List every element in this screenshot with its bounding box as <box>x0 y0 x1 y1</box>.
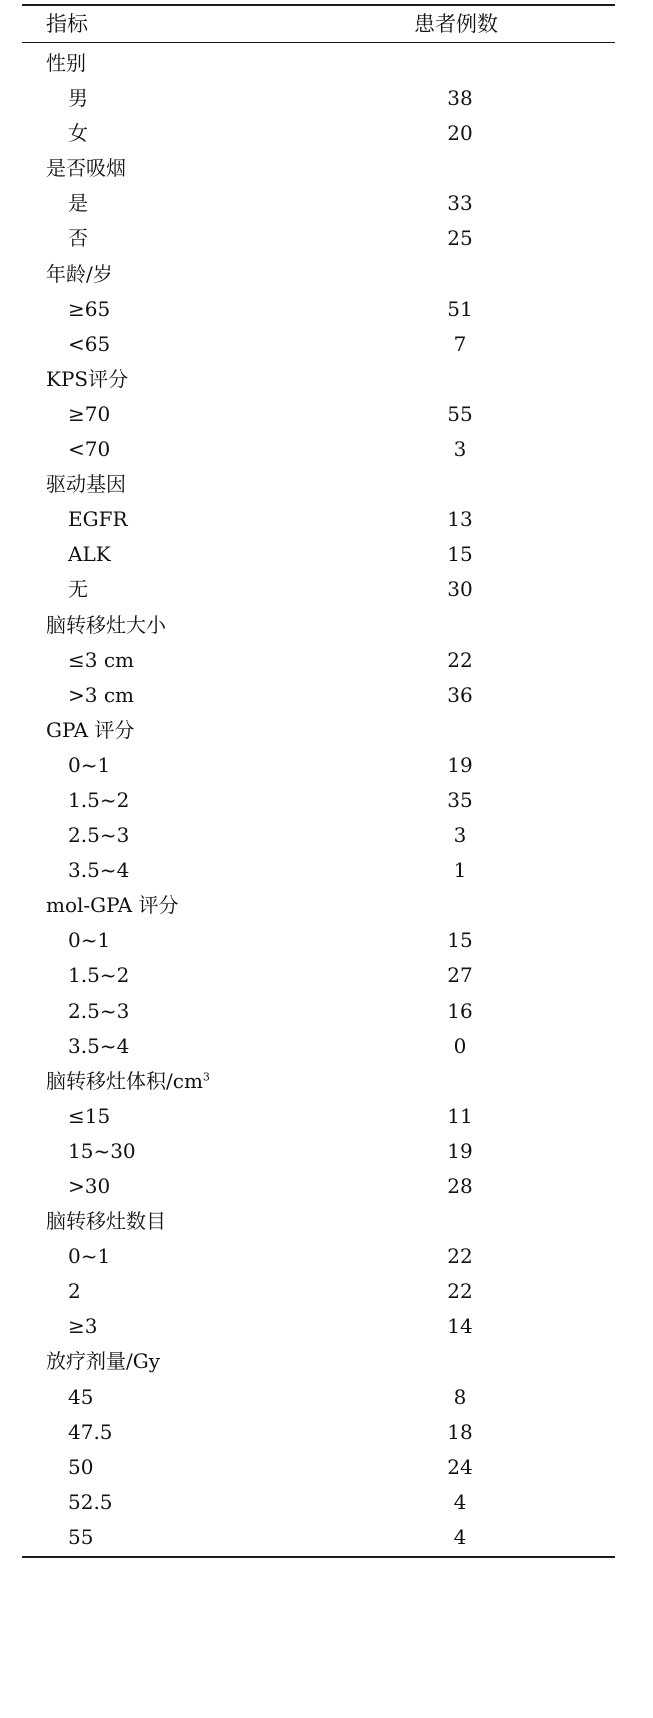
label-text: 放疗剂量/Gy <box>46 1349 161 1374</box>
table-row <box>22 1485 615 1520</box>
label-text: mol-GPA 评分 <box>46 893 179 918</box>
label-text: 15~30 <box>68 1138 136 1163</box>
group-label <box>46 612 166 638</box>
row-label <box>68 1384 93 1410</box>
label-text: 性别 <box>46 51 86 75</box>
group-label <box>46 1208 166 1234</box>
table-group-row <box>22 713 615 748</box>
row-label <box>68 857 129 883</box>
label-text: 55 <box>68 1524 94 1549</box>
header-indicator: 指标 <box>46 12 88 36</box>
row-label <box>68 331 110 357</box>
row-label <box>68 1489 113 1515</box>
row-label <box>68 787 129 813</box>
row-label <box>68 682 134 708</box>
row-label <box>68 752 110 778</box>
patient-count-value: 33 <box>447 191 473 216</box>
row-label <box>68 85 88 111</box>
group-label <box>46 366 128 392</box>
row-label <box>68 506 128 532</box>
group-label <box>46 155 126 181</box>
table-row <box>22 537 615 572</box>
label-text: 3.5~4 <box>68 1033 130 1058</box>
label-text: 2.5~3 <box>68 823 130 848</box>
table-row <box>22 923 615 958</box>
group-label <box>46 1348 160 1374</box>
patient-count-value: 22 <box>447 647 473 672</box>
patient-count-value: 19 <box>447 752 473 777</box>
label-text: 年龄/岁 <box>46 261 113 286</box>
table-group-row <box>22 46 615 81</box>
row-label <box>68 120 88 146</box>
patient-count-value: 4 <box>453 1489 467 1514</box>
patient-count-value: 25 <box>447 226 473 251</box>
table-group-row <box>22 1344 615 1379</box>
patient-count-value: 22 <box>447 1279 473 1304</box>
label-text: <70 <box>68 437 111 462</box>
table-row <box>22 116 615 151</box>
patient-count-value: 16 <box>447 998 473 1023</box>
table-row <box>22 292 615 327</box>
group-label <box>46 50 86 76</box>
row-label <box>68 576 88 602</box>
table-row <box>22 1309 615 1344</box>
patient-count-value: 24 <box>447 1454 473 1479</box>
label-text: EGFR <box>68 507 128 532</box>
label-text: ≥65 <box>68 296 111 321</box>
patient-count-value: 14 <box>447 1314 473 1339</box>
table-row <box>22 572 615 607</box>
patient-count-value: 8 <box>453 1384 467 1409</box>
patient-count-value: 15 <box>447 542 473 567</box>
patient-count-value: 51 <box>447 296 473 321</box>
label-text: 否 <box>68 226 88 251</box>
row-label <box>68 1524 93 1550</box>
table-row <box>22 81 615 116</box>
table-row <box>22 327 615 362</box>
patient-count-value: 11 <box>447 1103 473 1128</box>
table-group-row <box>22 608 615 643</box>
patient-count-value: 3 <box>453 823 467 848</box>
table-row <box>22 1415 615 1450</box>
row-label <box>68 190 88 216</box>
label-text: 2.5~3 <box>68 998 130 1023</box>
table-row <box>22 1029 615 1064</box>
label-text: <65 <box>68 331 111 356</box>
label-text: >3 cm <box>68 682 135 707</box>
patient-count-value: 19 <box>447 1138 473 1163</box>
table-bottom-rule <box>22 1556 615 1558</box>
row-label <box>68 647 134 673</box>
table-row <box>22 1169 615 1204</box>
label-text: 脑转移灶大小 <box>46 612 166 637</box>
row-label <box>68 1313 97 1339</box>
patient-count-value: 7 <box>453 331 467 356</box>
group-label <box>46 717 134 743</box>
group-label <box>46 471 126 497</box>
header-patient-count: 患者例数 <box>414 12 498 36</box>
group-label <box>46 1068 210 1094</box>
row-label <box>68 1103 110 1129</box>
group-label <box>46 892 179 918</box>
row-label <box>68 998 129 1024</box>
label-text: 0~1 <box>68 752 111 777</box>
label-text: 50 <box>68 1454 94 1479</box>
table-row <box>22 1274 615 1309</box>
label-text: 女 <box>68 121 88 146</box>
label-text: 脑转移灶数目 <box>46 1209 166 1234</box>
label-text: 52.5 <box>68 1489 113 1514</box>
label-text: ≥3 <box>68 1314 98 1339</box>
table-row <box>22 502 615 537</box>
label-text: 是否吸烟 <box>46 156 126 181</box>
label-text: KPS评分 <box>46 366 129 391</box>
table-row <box>22 853 615 888</box>
patient-count-value: 15 <box>447 928 473 953</box>
patient-count-value: 18 <box>447 1419 473 1444</box>
label-text: 1.5~2 <box>68 963 130 988</box>
label-text: 无 <box>68 577 88 602</box>
patient-count-value: 22 <box>447 1244 473 1269</box>
label-text: ≤15 <box>68 1103 111 1128</box>
label-text: ALK <box>68 542 111 567</box>
label-text: 0~1 <box>68 1244 111 1269</box>
row-label <box>68 927 110 953</box>
row-label <box>68 541 111 567</box>
label-text: 男 <box>68 86 88 111</box>
table-row <box>22 1450 615 1485</box>
patient-count-value: 3 <box>453 437 467 462</box>
table-group-row <box>22 888 615 923</box>
row-label <box>68 1278 81 1304</box>
patient-count-value: 0 <box>453 1033 467 1058</box>
label-text: ≤3 cm <box>68 647 135 672</box>
label-text: 0~1 <box>68 928 111 953</box>
table-group-row <box>22 467 615 502</box>
row-label <box>68 822 129 848</box>
table-row <box>22 748 615 783</box>
row-label <box>68 1033 129 1059</box>
table-row <box>22 1099 615 1134</box>
label-text: 1.5~2 <box>68 787 130 812</box>
patient-count-value: 36 <box>447 682 473 707</box>
row-label <box>68 401 110 427</box>
table-row <box>22 783 615 818</box>
table-group-row <box>22 151 615 186</box>
patient-count-value: 55 <box>447 401 473 426</box>
patient-characteristics-table <box>22 4 615 1558</box>
table-row <box>22 1520 615 1555</box>
table-group-row <box>22 1064 615 1099</box>
table-row <box>22 643 615 678</box>
table-row <box>22 958 615 993</box>
table-group-row <box>22 257 615 292</box>
table-row <box>22 1134 615 1169</box>
row-label <box>68 1173 110 1199</box>
table-row <box>22 818 615 853</box>
table-header <box>22 6 615 42</box>
label-text: 47.5 <box>68 1419 113 1444</box>
row-label <box>68 1243 110 1269</box>
label-text: GPA 评分 <box>46 717 135 742</box>
table-row <box>22 994 615 1029</box>
row-label <box>68 1454 93 1480</box>
row-label <box>68 1138 136 1164</box>
table-row <box>22 1380 615 1415</box>
patient-count-value: 30 <box>447 577 473 602</box>
patient-count-value: 27 <box>447 963 473 988</box>
patient-count-value: 20 <box>447 121 473 146</box>
label-text: 驱动基因 <box>46 472 126 497</box>
patient-count-value: 4 <box>453 1524 467 1549</box>
table-row <box>22 186 615 221</box>
label-superscript: 3 <box>202 1070 210 1084</box>
label-text: 3.5~4 <box>68 858 130 883</box>
group-label <box>46 261 113 287</box>
patient-count-value: 35 <box>447 787 473 812</box>
row-label <box>68 962 129 988</box>
table-row <box>22 678 615 713</box>
row-label <box>68 1419 113 1445</box>
table-group-row <box>22 1204 615 1239</box>
table-body <box>22 43 615 1556</box>
patient-count-value: 38 <box>447 86 473 111</box>
row-label <box>68 296 110 322</box>
table-row <box>22 221 615 256</box>
label-text: 2 <box>68 1279 81 1304</box>
label-text: >30 <box>68 1174 111 1198</box>
table-group-row <box>22 362 615 397</box>
table-row <box>22 397 615 432</box>
row-label <box>68 225 88 251</box>
patient-count-value: 1 <box>453 858 467 883</box>
patient-count-value: 28 <box>447 1174 473 1198</box>
table-row <box>22 1239 615 1274</box>
patient-count-value: 13 <box>447 507 473 532</box>
label-text: 是 <box>68 191 88 216</box>
label-text: ≥70 <box>68 401 111 426</box>
table-row <box>22 432 615 467</box>
label-text: 45 <box>68 1384 94 1409</box>
row-label <box>68 436 110 462</box>
label-text: 脑转移灶体积/cm <box>46 1068 203 1093</box>
